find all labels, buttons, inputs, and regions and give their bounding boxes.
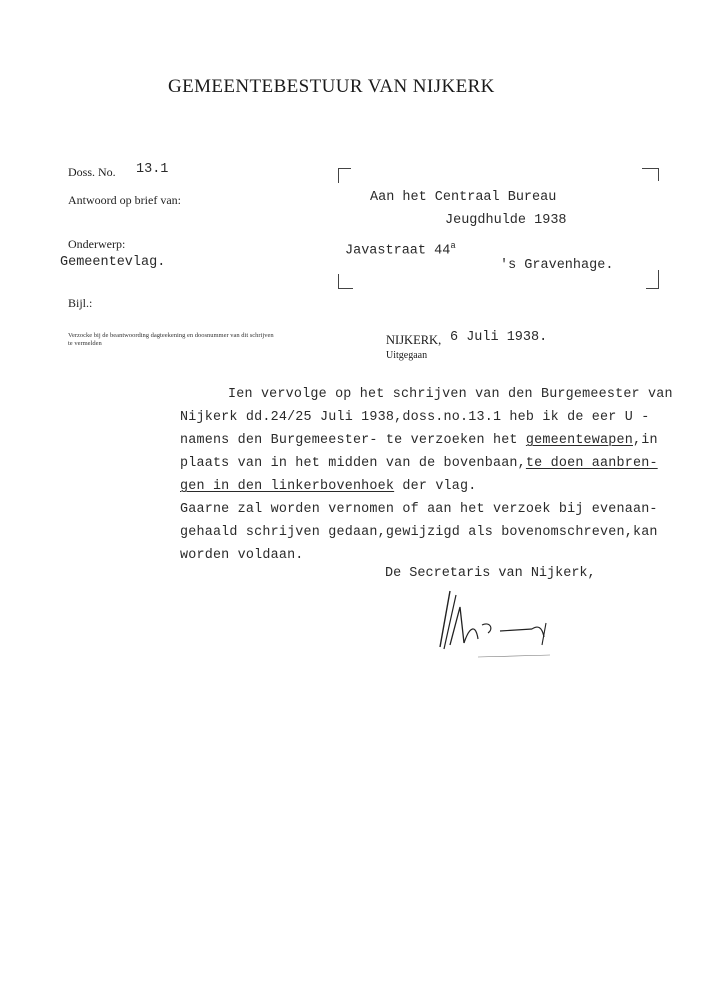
address-city: 's Gravenhage. (500, 258, 614, 273)
body-line-8: worden voldaan. (180, 548, 304, 563)
body-line-7: gehaald schrijven gedaan,gewijzigd als bovenomschreven,kan (180, 525, 658, 540)
address-corner-top-left (338, 168, 351, 183)
dateline-uitgegaan: Uitgegaan (386, 350, 428, 361)
antwoord-label: Antwoord op brief van: (68, 193, 181, 207)
address-line-2: Jeugdhulde 1938 (445, 213, 567, 228)
body-line-3a: namens den Burgemeester- te verzoeken het (180, 433, 526, 448)
handwritten-signature (420, 585, 580, 665)
body-line-3 (180, 433, 658, 448)
onderwerp-value: Gemeentevlag. (60, 255, 166, 270)
dateline-place: NIJKERK, (386, 333, 442, 347)
address-street-text: Javastraat 44 (345, 243, 451, 259)
address-street (345, 241, 456, 259)
address-line-1: Aan het Centraal Bureau (370, 190, 557, 205)
doss-label: Doss. No. (68, 165, 116, 179)
body-line-4a: plaats van in het midden van de bovenbaan, (180, 456, 526, 471)
body-underlined-gemeentewapen: gemeentewapen (525, 433, 633, 448)
body-line-5 (180, 479, 477, 494)
dateline-date: 6 Juli 1938. (450, 330, 548, 345)
fine-print: Verzocke bij de beantwoording dagteekening en doosnummer van dit schrijven te vermelden (68, 332, 274, 347)
body-line-6: Gaarne zal worden vernomen of aan het verzoek bij evenaan- (180, 502, 658, 517)
address-corner-top-right (642, 168, 659, 181)
body-line-3c: ,in (632, 433, 658, 448)
address-street-sup: a (450, 241, 456, 251)
address-corner-bottom-right (646, 270, 659, 289)
bijl-label: Bijl.: (68, 296, 93, 310)
doss-value: 13.1 (136, 162, 169, 177)
body-underlined-linkerbovenhoek: gen in den linkerbovenhoek (180, 479, 395, 494)
body-line-1: Ien vervolge op het schrijven van den Burgemeester van (228, 387, 673, 402)
body-underlined-te-doen: te doen aanbren- (525, 456, 658, 471)
letterhead-title: GEMEENTEBESTUUR VAN NIJKERK (168, 76, 495, 97)
address-corner-bottom-left (338, 274, 353, 289)
body-line-5b: der vlag. (394, 479, 477, 494)
onderwerp-label: Onderwerp: (68, 237, 126, 251)
body-line-2: Nijkerk dd.24/25 Juli 1938,doss.no.13.1 heb ik de eer U - (180, 410, 650, 425)
body-line-4 (180, 456, 658, 471)
closing-signer: De Secretaris van Nijkerk, (385, 566, 596, 581)
